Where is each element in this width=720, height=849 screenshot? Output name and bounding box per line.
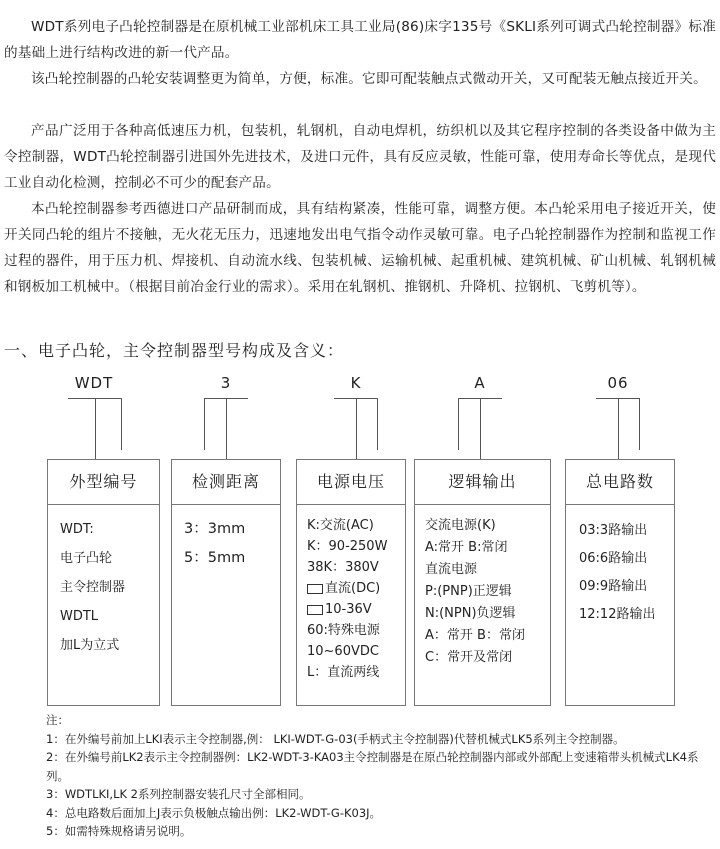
box-total-circuits bbox=[565, 459, 675, 706]
box-item: A:常开 B:常闭 bbox=[425, 540, 508, 555]
box-item: WDT: bbox=[60, 522, 94, 537]
box-item: L：直流两线 bbox=[307, 665, 380, 680]
dc-range-row bbox=[307, 599, 405, 620]
dc-symbol-icon bbox=[307, 605, 323, 615]
box-item: K：90-250W bbox=[307, 539, 388, 554]
code-tick-voltage-right bbox=[377, 398, 378, 450]
box-item: N:(NPN)负逻辑 bbox=[425, 606, 516, 621]
code-tick-distance-left bbox=[204, 398, 205, 450]
box-title-total-circuits: 总电路数 bbox=[566, 460, 674, 505]
note-item: 3：WDTLKI,LK 2系列控制器安装孔尺寸全部相同。 bbox=[46, 787, 311, 801]
box-shape-code bbox=[47, 459, 160, 706]
intro-paragraph-1: WDT系列电子凸轮控制器是在原机械工业部机床工具工业局(86)床字135号《SKLI系列可调式凸轮控制器》标准的基础上进行结构改进的新一代产品。 bbox=[4, 19, 716, 61]
box-supply-voltage bbox=[296, 459, 406, 706]
code-tick-series-right bbox=[121, 398, 122, 450]
box-item: 09:9路输出 bbox=[579, 579, 648, 594]
note-item: 2：在外编号前LK2表示主令控制器例：LK2-WDT-3-KA03主令控制器是在原凸轮控制器内部或外部配上变速箱带头机械式LK4系列。 bbox=[46, 750, 699, 783]
box-item: 12:12路输出 bbox=[579, 607, 656, 622]
note-item: 4：总电路数后面加上J表示负极触点输出例：LK2-WDT-G-K03J。 bbox=[46, 805, 382, 820]
notes-section bbox=[46, 711, 716, 841]
box-item: 10~60VDC bbox=[307, 644, 379, 659]
code-segment-logic: A bbox=[474, 374, 486, 392]
connector-logic bbox=[480, 398, 481, 460]
box-item: 60:特殊电源 bbox=[307, 623, 380, 638]
box-logic-output bbox=[414, 459, 551, 706]
note-item: 5：如需特殊规格请另说明。 bbox=[46, 824, 192, 838]
intro-paragraph-3: 产品广泛用于各种高低速压力机，包装机，轧钢机，自动电焊机，纺织机以及其它程序控制的各类设备中做为主令控制器，WDT凸轮控制器引进国外先进技术，及进口元件，具有反应灵敏，性能可靠，使用寿命长等优点，是现代工业自动化检测，控制必不可少的配套产品。 bbox=[4, 123, 716, 191]
box-item: 10-36V bbox=[325, 602, 372, 617]
box-title-shape-code: 外型编号 bbox=[48, 460, 159, 505]
box-detect-distance bbox=[171, 459, 281, 706]
box-title-detect-distance: 检测距离 bbox=[172, 460, 280, 505]
box-item: K:交流(AC) bbox=[307, 518, 374, 533]
box-item: 主令控制器 bbox=[60, 580, 126, 595]
code-segment-series: WDT bbox=[74, 374, 114, 392]
box-item: P:(PNP)正逻辑 bbox=[425, 584, 512, 599]
box-item: 直流电源 bbox=[425, 562, 478, 577]
connector-circuits bbox=[618, 398, 619, 460]
connector-distance bbox=[226, 398, 227, 460]
section-heading: 一、电子凸轮，主令控制器型号构成及含义： bbox=[4, 341, 345, 360]
box-item: 交流电源(K) bbox=[425, 518, 496, 533]
code-tick-logic-left bbox=[458, 398, 459, 450]
box-title-logic-output: 逻辑输出 bbox=[415, 460, 550, 505]
dc-symbol-icon bbox=[307, 584, 323, 594]
intro-paragraph-4: 本凸轮控制器参考西德进口产品研制而成，具有结构紧凑，性能可靠，调整方便。本凸轮采用电子接近开关，使开关同凸轮的组片不接触，无火花无压力，迅速地发出电气指令动作灵敏可靠。电子凸轮控制器作为控制和监视工作过程的器件，用于压力机、焊接机、自动流水线、包装机械、运输机械、起重机械、建筑机械、矿山机械、轧钢机械和钢板加工机械中。（根据目前冶金行业的需求）。采用在轧钢机、推钢机、升降机、拉钢机、飞剪机等）。 bbox=[4, 201, 716, 295]
code-segment-distance: 3 bbox=[220, 374, 232, 392]
box-item: 06:6路输出 bbox=[579, 551, 648, 566]
box-item: 3：3mm bbox=[184, 521, 246, 537]
box-item: 38K：380V bbox=[307, 560, 379, 575]
connector-series bbox=[95, 398, 96, 460]
box-item: 电子凸轮 bbox=[60, 551, 113, 566]
intro-paragraph-2: 该凸轮控制器的凸轮安装调整更为简单，方便，标准。它即可配装触点式微动开关，又可配装无触点接近开关。 bbox=[31, 71, 707, 87]
box-item: A：常开 B：常闭 bbox=[425, 628, 525, 643]
code-segment-circuits: 06 bbox=[607, 374, 629, 392]
code-segment-voltage: K bbox=[350, 374, 362, 392]
box-item: 直流(DC) bbox=[325, 581, 381, 596]
box-item: 03:3路输出 bbox=[579, 523, 648, 538]
box-item: 5：5mm bbox=[184, 550, 246, 566]
box-item: C：常开及常闭 bbox=[425, 650, 513, 665]
code-tick-circuits-right bbox=[639, 398, 640, 450]
box-item: WDTL bbox=[60, 609, 99, 624]
notes-label: 注： bbox=[46, 713, 69, 727]
box-item: 加L为立式 bbox=[60, 638, 120, 653]
note-item: 1：在外编号前加上LKI表示主令控制器,例： LKI-WDT-G-03(手柄式主令控制器)代替机械式LK5系列主令控制器。 bbox=[46, 731, 625, 746]
dc-row bbox=[307, 578, 405, 599]
connector-voltage bbox=[356, 398, 357, 460]
box-title-supply-voltage: 电源电压 bbox=[297, 460, 405, 505]
